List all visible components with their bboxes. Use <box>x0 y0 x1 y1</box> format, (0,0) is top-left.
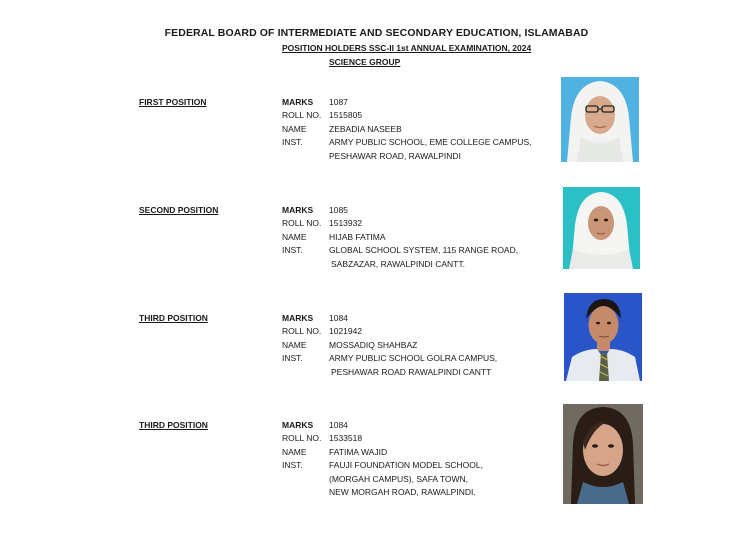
inst-label: INST. <box>282 460 303 470</box>
name-value: ZEBADIA NASEEB <box>329 124 402 134</box>
name-label: NAME <box>282 340 307 350</box>
roll-label: ROLL NO. <box>282 110 322 120</box>
marks-value: 1087 <box>329 97 348 107</box>
student-photo <box>563 404 643 504</box>
marks-label: MARKS <box>282 205 314 215</box>
name-label: NAME <box>282 232 307 242</box>
position-label: THIRD POSITION <box>139 313 208 323</box>
exam-subtitle: POSITION HOLDERS SSC-II 1st ANNUAL EXAMINATION, 2024 <box>282 43 532 53</box>
roll-value: 1513932 <box>329 218 363 228</box>
group-heading: SCIENCE GROUP <box>329 57 401 67</box>
student-photo <box>564 293 642 381</box>
roll-label: ROLL NO. <box>282 433 322 443</box>
inst-line-1: ARMY PUBLIC SCHOOL, EME COLLEGE CAMPUS, <box>329 137 532 147</box>
inst-line-2: SABZAZAR, RAWALPINDI CANTT. <box>331 259 465 269</box>
name-label: NAME <box>282 447 307 457</box>
roll-value: 1515805 <box>329 110 363 120</box>
marks-value: 1084 <box>329 420 348 430</box>
name-value: HIJAB FATIMA <box>329 232 386 242</box>
inst-line-2: PESHAWAR ROAD RAWALPINDI CANTT <box>331 367 492 377</box>
roll-value: 1021942 <box>329 326 363 336</box>
student-photo <box>563 187 640 269</box>
marks-label: MARKS <box>282 313 314 323</box>
position-label: FIRST POSITION <box>139 97 207 107</box>
inst-line-1: FAUJI FOUNDATION MODEL SCHOOL, <box>329 460 483 470</box>
inst-line-2: PESHAWAR ROAD, RAWALPINDI <box>329 151 461 161</box>
inst-label: INST. <box>282 137 303 147</box>
position-label: THIRD POSITION <box>139 420 208 430</box>
position-entry-2 <box>0 205 753 305</box>
position-label: SECOND POSITION <box>139 205 219 215</box>
student-photo <box>561 77 639 162</box>
roll-value: 1533518 <box>329 433 363 443</box>
marks-value: 1085 <box>329 205 348 215</box>
position-entry-3 <box>0 313 753 413</box>
inst-line-1: GLOBAL SCHOOL SYSTEM, 115 RANGE ROAD, <box>329 245 519 255</box>
roll-label: ROLL NO. <box>282 326 322 336</box>
inst-line-3: NEW MORGAH ROAD, RAWALPINDI. <box>329 487 476 497</box>
page-title: FEDERAL BOARD OF INTERMEDIATE AND SECONDARY EDUCATION, ISLAMABAD <box>164 27 589 39</box>
name-value: FATIMA WAJID <box>329 447 388 457</box>
roll-label: ROLL NO. <box>282 218 322 228</box>
position-entry-4 <box>0 420 753 520</box>
inst-line-2: (MORGAH CAMPUS), SAFA TOWN, <box>329 474 469 484</box>
name-value: MOSSADIQ SHAHBAZ <box>329 340 418 350</box>
name-label: NAME <box>282 124 307 134</box>
marks-label: MARKS <box>282 420 314 430</box>
position-entry-1 <box>0 97 753 197</box>
marks-value: 1084 <box>329 313 348 323</box>
inst-label: INST. <box>282 245 303 255</box>
inst-label: INST. <box>282 353 303 363</box>
inst-line-1: ARMY PUBLIC SCHOOL GOLRA CAMPUS, <box>329 353 498 363</box>
marks-label: MARKS <box>282 97 314 107</box>
